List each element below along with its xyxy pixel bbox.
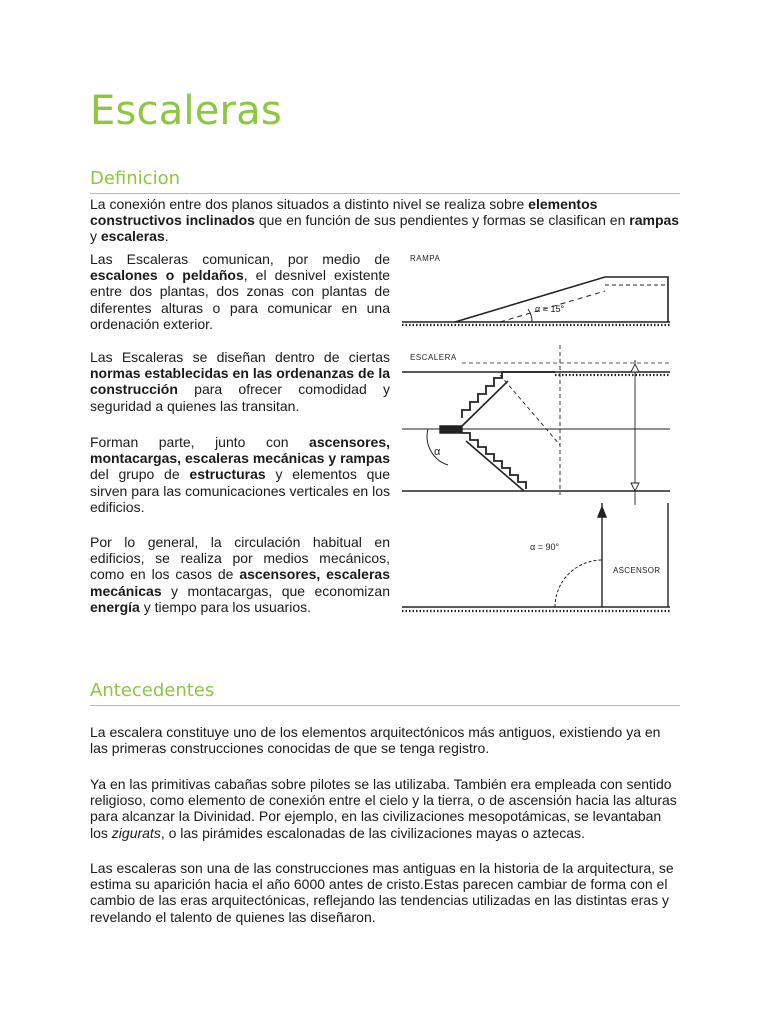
text-run: escalones o peldaños bbox=[90, 267, 244, 284]
text-run: La conexión entre dos planos situados a distinto nivel se realiza sobre bbox=[90, 196, 529, 212]
stair-stringer-lower bbox=[466, 441, 524, 491]
antecedentes-paragraph-2 bbox=[90, 776, 680, 841]
stair-hidden-diagonal bbox=[500, 375, 560, 445]
ramp-slope bbox=[455, 277, 668, 322]
text-run: Forman parte, junto con bbox=[90, 434, 310, 450]
label-ramp-angle: α = 15° bbox=[535, 304, 565, 314]
text-run: para ofrecer comodidad y seguridad a quienes las transitan. bbox=[90, 381, 390, 414]
ramp-angle-arc bbox=[528, 309, 532, 322]
text-run: y elementos que sirven para las comunicaciones verticales en los edificios. bbox=[90, 466, 390, 515]
section-heading-antecedentes: Antecedentes bbox=[90, 680, 680, 706]
lift-angle-arc bbox=[555, 560, 602, 607]
vertical-circulation-figure bbox=[400, 245, 680, 625]
text-run: del grupo de bbox=[90, 466, 190, 483]
label-lift-angle: α = 90° bbox=[530, 542, 560, 552]
text-run: La escalera constituye uno de los elementos arquitectónicos más antiguos, existiendo ya en las primeras construcciones conocidas de que se tenga registro. bbox=[90, 724, 661, 757]
text-run: elementos constructivos inclinados bbox=[90, 196, 598, 229]
definicion-paragraph-2 bbox=[90, 349, 390, 414]
text-run: zigurats bbox=[111, 824, 161, 841]
text-run: Por lo general, la circulación habitual en edificios, se realiza por medios mecánicos, como en los casos de bbox=[90, 534, 390, 583]
text-run: Ya en las primitivas cabañas sobre pilotes se las utilizaba. También era empleada con sentido religioso, como elemento de conexión entre el cielo y la tierra, o de ascensión hacia las alturas para alcanzar la Divinidad. Por ejemplo, en las civilizaciones mesopotámicas, se levantaban los bbox=[90, 776, 677, 841]
text-run: Las Escaleras comunican, por medio de bbox=[90, 251, 390, 267]
text-run: normas establecidas en las ordenanzas de la construcción bbox=[90, 365, 390, 398]
dimension-arrow-bottom bbox=[631, 483, 639, 491]
antecedentes-paragraph-1 bbox=[90, 724, 680, 756]
text-run: que en función de sus pendientes y formas se clasifican en bbox=[254, 212, 630, 229]
text-run: rampas bbox=[629, 212, 680, 229]
text-run: Las Escaleras se diseñan dentro de ciertas bbox=[90, 349, 390, 365]
label-rampa: RAMPA bbox=[410, 254, 441, 263]
page-title: Escaleras bbox=[90, 88, 282, 134]
text-run: estructuras bbox=[189, 466, 266, 483]
text-run: y tiempo para los usuarios. bbox=[139, 598, 312, 615]
definicion-paragraph-3 bbox=[90, 434, 390, 515]
section-heading-definicion: Definicion bbox=[90, 168, 680, 194]
text-run: , o las pirámides escalonadas de las civilizaciones mayas o aztecas. bbox=[160, 824, 585, 841]
text-run: . bbox=[164, 228, 169, 245]
label-escalera: ESCALERA bbox=[410, 353, 457, 362]
text-run: y montacargas, que economizan bbox=[161, 582, 390, 599]
text-run: ascensores, escaleras mecánicas bbox=[90, 566, 390, 599]
label-ascensor: ASCENSOR bbox=[613, 566, 661, 575]
stair-stringer-upper bbox=[462, 381, 508, 426]
text-run: escaleras bbox=[100, 228, 165, 245]
stair-landing bbox=[440, 426, 462, 433]
text-run: ascensores, montacargas, escaleras mecánicas y rampas bbox=[90, 434, 390, 467]
lift-arrow-up bbox=[598, 507, 606, 517]
label-stair-angle: α bbox=[434, 446, 441, 458]
text-run: Las escaleras son una de las construcciones mas antiguas en la historia de la arquitectura, se estima su aparición hacia el año 6000 antes de cristo.Estas parecen cambiar de forma con el cambio de las eras arquitectónicas, reflejando las tendencias utilizadas en las distintas eras y revelando el talento de quienes las diseñaron. bbox=[90, 860, 674, 925]
text-run: , el desnivel existente entre dos plantas, dos zonas con plantas de diferentes alturas o para comunicar en una ordenación exterior. bbox=[90, 267, 391, 332]
text-run: energía bbox=[90, 598, 140, 615]
dimension-arrow-top bbox=[631, 364, 639, 372]
definicion-paragraph-4 bbox=[90, 534, 390, 615]
stair-steps-lower bbox=[462, 433, 526, 489]
definicion-intro bbox=[90, 196, 680, 245]
definicion-paragraph-1 bbox=[90, 251, 390, 332]
text-run: y bbox=[90, 228, 101, 245]
stair-steps-upper bbox=[462, 372, 555, 418]
antecedentes-paragraph-3 bbox=[90, 860, 680, 925]
